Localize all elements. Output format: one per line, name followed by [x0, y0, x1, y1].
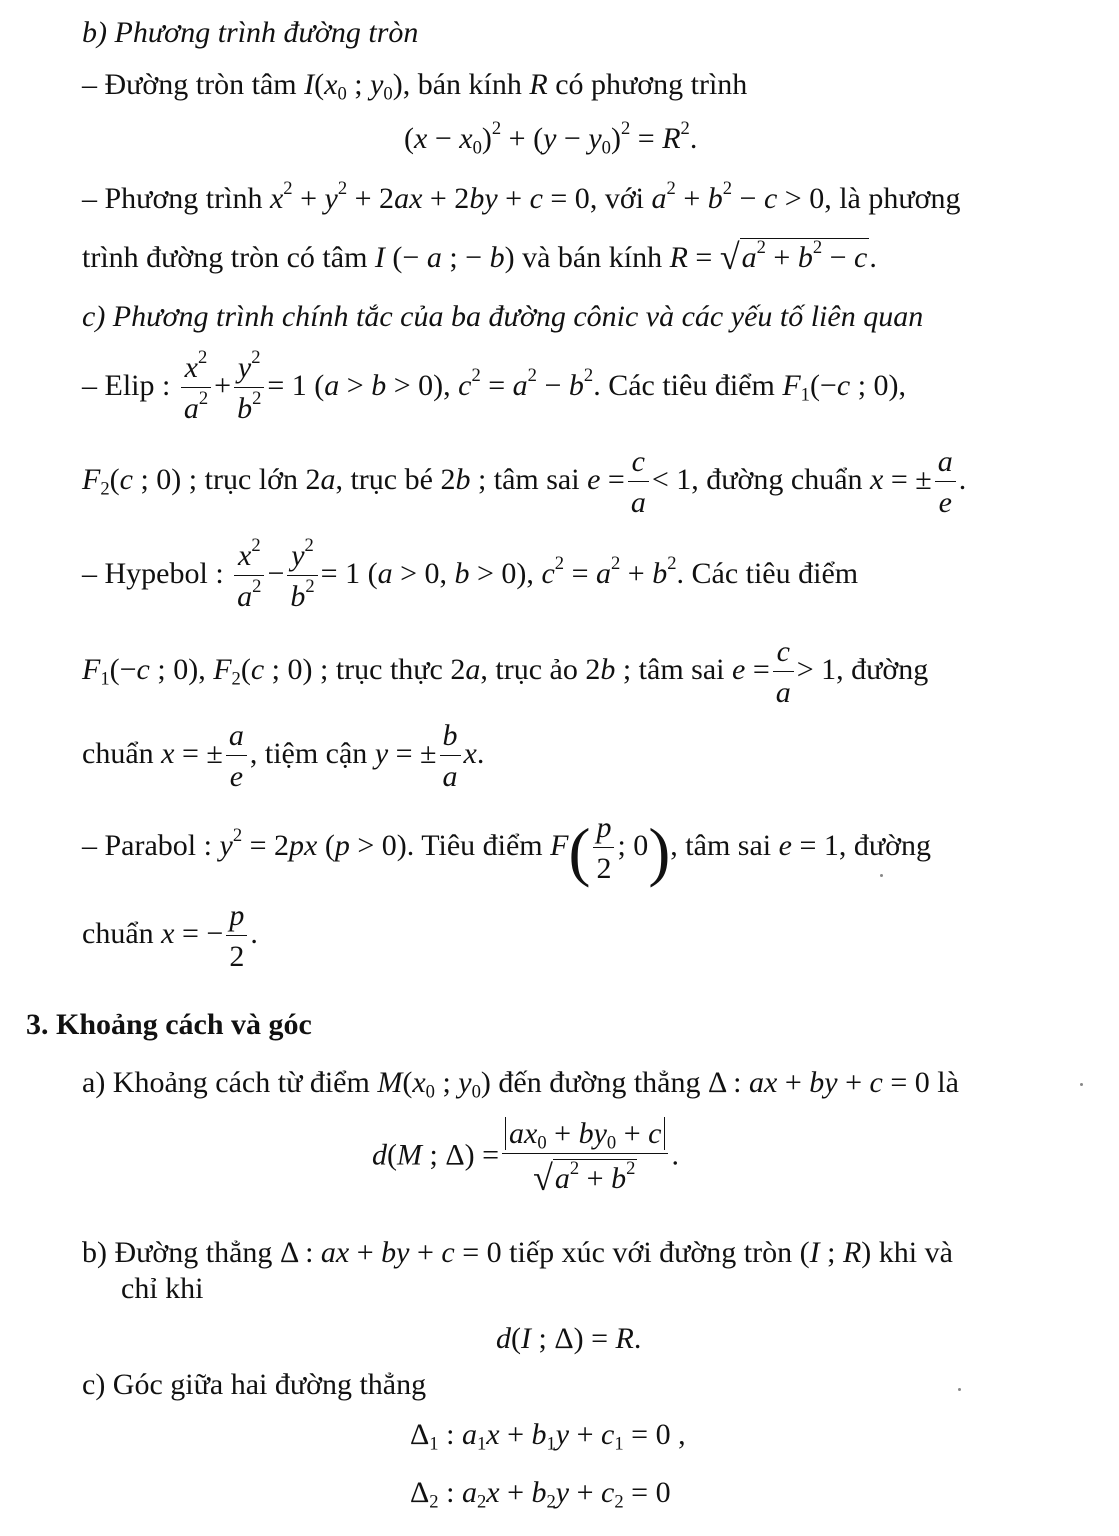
circle-center-radius: trình đường tròn có tâm I (− a ; − b) và bán kính $R = √a^2 + b^2 - c$. [82, 237, 877, 278]
tangent-condition: d(I ; Δ) = R. [496, 1322, 642, 1355]
tangent-statement: b) Đường thẳng Δ : ax + by + c = 0 tiếp xúc với đường tròn (I ; R) khi và [82, 1236, 953, 1269]
circle-heading: b) Phương trình đường tròn [82, 16, 419, 49]
circle-general-equation: – Phương trình $x^2 + y^2 + 2ax + 2by + c = 0$, với $a^2 + b^2 - c > 0$, là phương [82, 178, 961, 215]
parabola-directrix: chuẩn x = − $\frac{p}{2}$ . [82, 899, 258, 973]
angle-heading: c) Góc giữa hai đường thẳng [82, 1368, 427, 1401]
ellipse-properties: $F_2(c$ ; 0) ; trục lớn 2a, trục bé 2b ; tâm sai e = $\frac{c}{a}$ < 1, đường chuẩn x = ± $\frac{a}{e}$ . [82, 445, 967, 519]
parabola-equation: – Parabol : $y^2 = 2px$ (p > 0). Tiêu điểm F( $\frac{p}{2}$ ; 0), tâm sai e = 1, đường [82, 811, 931, 889]
distance-formula: d(M ; Δ) = $\frac{ax_0 + by_0 + c}{√a^2 + b^2}$ . [372, 1117, 679, 1198]
scan-speck [880, 874, 883, 877]
line-delta-1: $\Delta_1$ : $a_1x + b_1y + c_1 = 0$ , [410, 1418, 686, 1455]
hyperbola-asymptotes: chuẩn x = ± $\frac{a}{e}$ , tiệm cận y = ± $\frac{b}{a}$ x. [82, 719, 485, 793]
scan-speck [958, 1388, 961, 1391]
hyperbola-equation: – Hypebol : $\frac{x^2}{a^2}$ − $\frac{y^2}{b^2}$ = 1 (a > 0, b > 0), $c^2 = a^2 + b^2$. Các tiêu điểm [82, 535, 859, 613]
distance-statement: a) Khoảng cách từ điểm $M(x_0$ ; $y_0$) đến đường thẳng Δ : ax + by + c = 0 là [82, 1066, 959, 1103]
section-3-title: 3. Khoảng cách và góc [26, 1008, 312, 1041]
line-delta-2: $\Delta_2$ : $a_2x + b_2y + c_2 = 0$ [410, 1476, 671, 1513]
scan-speck [1080, 1083, 1083, 1086]
tangent-statement-cont: chỉ khi [121, 1272, 204, 1305]
ellipse-equation: – Elip : $\frac{x^2}{a^2}$ + $\frac{y^2}{b^2}$ = 1 (a > b > 0), $c^2 = a^2 - b^2$. Các tiêu điểm $F_1(-c$ ; 0), [82, 347, 907, 425]
circle-center-statement: – Đường tròn tâm $I(x_0$ ; $y_0$), bán kính R có phương trình [82, 68, 748, 105]
conic-heading: c) Phương trình chính tắc của ba đường cônic và các yếu tố liên quan [82, 300, 924, 333]
hyperbola-properties: $F_1(-c$ ; 0), $F_2(c$ ; 0) ; trục thực 2a, trục ảo 2b ; tâm sai e = $\frac{c}{a}$ > 1, đường [82, 635, 929, 709]
circle-equation: $(x - x_0)^2 + (y - y_0)^2 = R^2$. [404, 118, 698, 159]
